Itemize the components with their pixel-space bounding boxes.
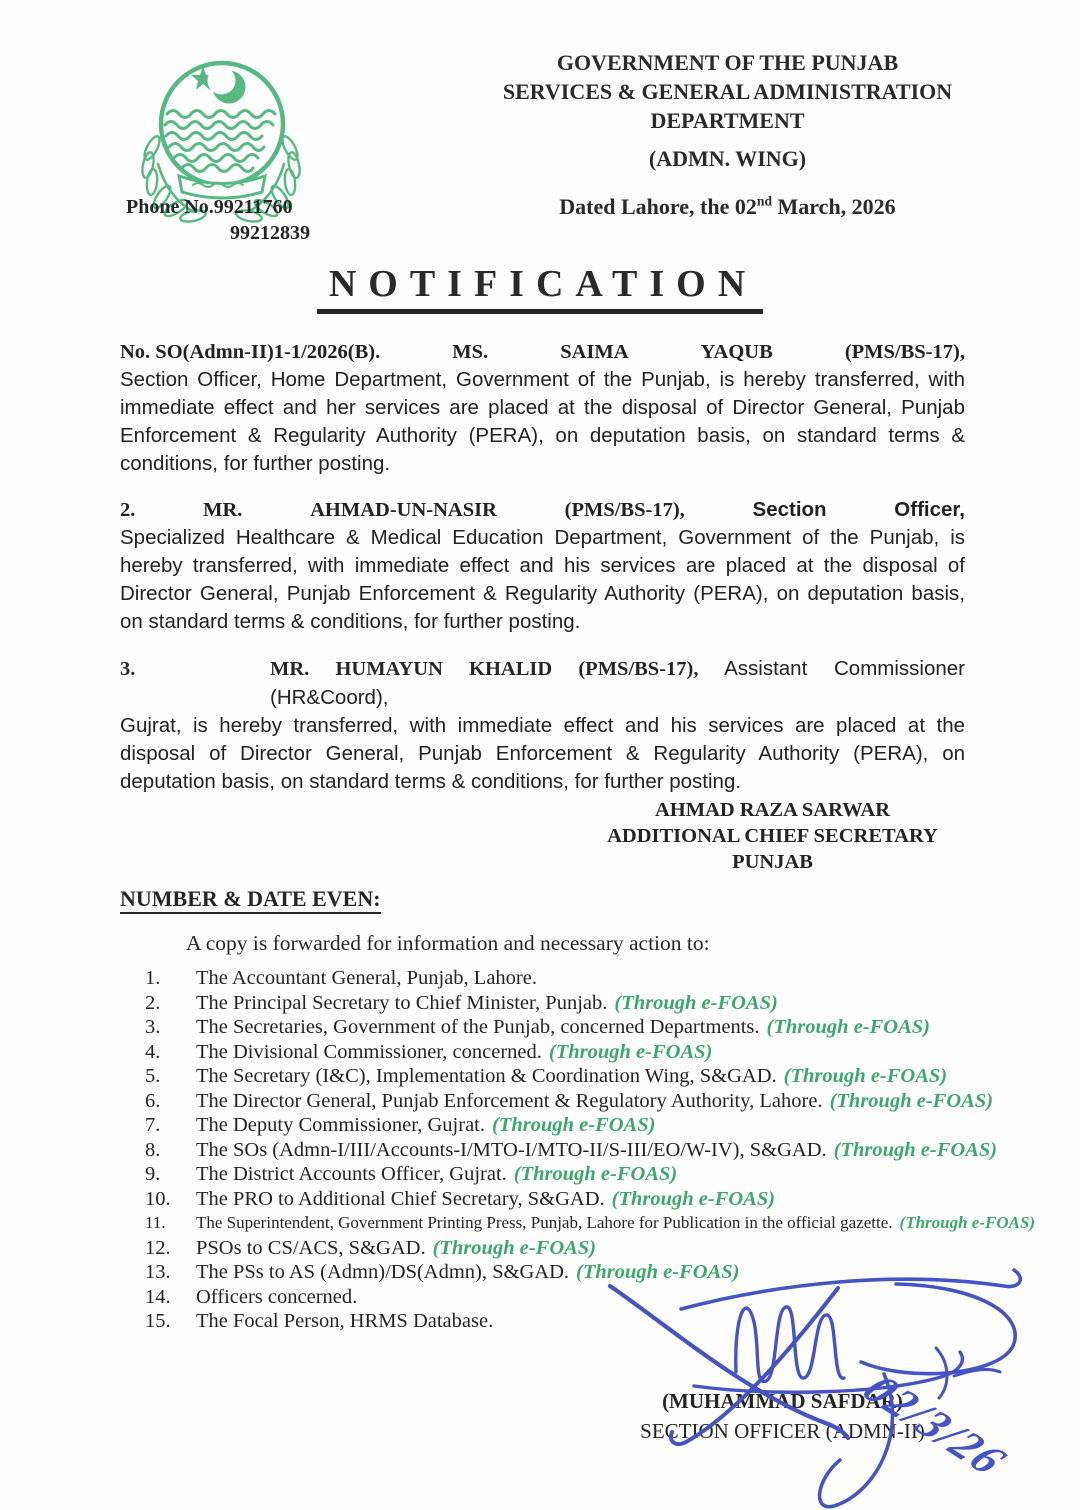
efoas-note: (Through e-FOAS) xyxy=(899,1213,1036,1232)
phone-number-secondary: 99212839 xyxy=(230,222,310,244)
paragraph-3-body: Gujrat, is hereby transferred, with immediate effect and his services are placed at the disposal of Director General, Punjab Enforcement & Regularity Authority (PERA), on deputation basis, on standard terms & conditions, for further posting. xyxy=(120,714,965,793)
org-name-line1: GOVERNMENT OF THE PUNJAB xyxy=(556,50,899,75)
efoas-note: (Through e-FOAS) xyxy=(829,1089,994,1112)
paragraph-1-body: Section Officer, Home Department, Government of the Punjab, is hereby transferred, with immediate effect and her services are placed at the disposal of Director General, Punjab Enforcement & Regularity Authority (PERA), on deputation basis, on standard terms & conditions, for further posting. xyxy=(120,368,965,475)
efoas-note: (Through e-FOAS) xyxy=(614,991,778,1014)
efoas-note: (Through e-FOAS) xyxy=(611,1187,776,1210)
letterhead xyxy=(455,48,1000,221)
page-title: NOTIFICATION xyxy=(317,262,763,314)
date-suffix: March, 2026 xyxy=(772,194,896,219)
officer-post: Assistant Commissioner (HR&Coord), xyxy=(270,657,965,709)
signatory-org: PUNJAB xyxy=(732,851,813,873)
efoas-note: (Through e-FOAS) xyxy=(576,1261,740,1283)
signatory-designation: ADDITIONAL CHIEF SECRETARY xyxy=(607,825,938,847)
signatory-block xyxy=(555,797,990,875)
number-date-even-heading: NUMBER & DATE EVEN: xyxy=(120,886,381,912)
list-item: 3. The Secretaries, Government of the Punjab, concerned Departments. (Through e-FOAS) xyxy=(145,1016,931,1038)
officer-salutation: MS. xyxy=(452,341,489,363)
list-item: 7. The Deputy Commissioner, Gujrat. (Through e-FOAS) xyxy=(145,1114,656,1136)
forwarding-line: A copy is forwarded for information and necessary action to: xyxy=(186,931,710,955)
handwritten-date: 02/3/26 xyxy=(851,1366,1019,1484)
paragraph-3-lead xyxy=(120,654,965,712)
efoas-note: (Through e-FOAS) xyxy=(432,1236,597,1259)
list-item: 12. PSOs to CS/ACS, S&GAD. (Through e-FOAS) xyxy=(145,1236,597,1259)
phone-block xyxy=(126,194,312,246)
reference-number: No. SO(Admn-II)1-1/2026(B). xyxy=(120,341,381,363)
paragraph-3-lead-text xyxy=(270,654,965,712)
paragraph-number: 3. xyxy=(120,658,136,680)
officer-grade: (PMS/BS-17), xyxy=(844,341,965,363)
org-name-line3: DEPARTMENT xyxy=(650,108,805,133)
efoas-note: (Through e-FOAS) xyxy=(513,1163,678,1185)
officer-name: AHMAD-UN-NASIR xyxy=(310,499,497,521)
org-name-line2: SERVICES & GENERAL ADMINISTRATION xyxy=(502,79,953,104)
efoas-note: (Through e-FOAS) xyxy=(783,1065,948,1087)
paragraph-2-body: Specialized Healthcare & Medical Education Department, Government of the Punjab, is hereby transferred, with immediate effect and his services are placed at the disposal of Director General, Punjab Enforcement & Regularity Authority (PERA), on deputation basis, on standard terms & conditions, for further posting. xyxy=(120,526,965,633)
list-item: 15. The Focal Person, HRMS Database. xyxy=(145,1310,494,1332)
paragraph-3 xyxy=(120,654,965,796)
signatory-name: AHMAD RAZA SARWAR xyxy=(654,799,891,821)
efoas-note: (Through e-FOAS) xyxy=(833,1138,998,1161)
list-item: 14. Officers concerned. xyxy=(145,1285,358,1308)
wing-label: (ADMN. WING) xyxy=(648,146,807,171)
officer-post-word2: Officer, xyxy=(894,498,965,521)
signature-block xyxy=(600,1386,965,1446)
list-item: 6. The Director General, Punjab Enforcement & Regulatory Authority, Lahore. (Through e-FOAS) xyxy=(145,1089,994,1112)
paragraph-2 xyxy=(120,496,965,636)
efoas-note: (Through e-FOAS) xyxy=(548,1040,713,1063)
paragraph-1-lead xyxy=(120,338,965,366)
paragraph-number: 2. xyxy=(120,499,136,521)
efoas-note: (Through e-FOAS) xyxy=(766,1016,931,1038)
signer-designation: SECTION OFFICER (ADMN-II) xyxy=(640,1419,925,1443)
distribution-list xyxy=(120,966,1036,1334)
list-item: 11. The Superintendent, Government Printing Press, Punjab, Lahore for Publication in the official gazette. (Through e-FOAS) xyxy=(120,1211,1010,1236)
list-item: 9. The District Accounts Officer, Gujrat. (Through e-FOAS) xyxy=(145,1163,678,1185)
paragraph-2-lead xyxy=(120,496,965,524)
officer-name: MR. HUMAYUN KHALID (PMS/BS-17), xyxy=(270,658,699,680)
officer-last-name: YAQUB xyxy=(700,341,773,363)
date-prefix: Dated Lahore, the 02 xyxy=(559,194,757,219)
officer-first-name: SAIMA xyxy=(560,341,629,363)
efoas-note: (Through e-FOAS) xyxy=(491,1114,656,1136)
list-item: 1. The Accountant General, Punjab, Lahore. xyxy=(145,967,537,989)
date-ordinal: nd xyxy=(756,193,773,209)
phone-number-primary: Phone No.99211760 xyxy=(126,196,293,218)
officer-post-word1: Section xyxy=(752,498,827,521)
paragraph-1 xyxy=(120,338,965,478)
list-item: 5. The Secretary (I&C), Implementation & Coordination Wing, S&GAD. (Through e-FOAS) xyxy=(145,1065,948,1087)
officer-salutation: MR. xyxy=(203,499,243,521)
list-item: 8. The SOs (Admn-I/III/Accounts-I/MTO-I/MTO-II/S-III/EO/W-IV), S&GAD. (Through e-FOAS) xyxy=(145,1138,998,1161)
officer-grade: (PMS/BS-17), xyxy=(564,499,685,521)
list-item: 13. The PSs to AS (Admn)/DS(Admn), S&GAD. (Through e-FOAS) xyxy=(145,1261,740,1283)
list-item: 2. The Principal Secretary to Chief Minister, Punjab. (Through e-FOAS) xyxy=(145,991,778,1014)
list-item: 10. The PRO to Additional Chief Secretary, S&GAD. (Through e-FOAS) xyxy=(145,1187,776,1210)
list-item: 4. The Divisional Commissioner, concerned. (Through e-FOAS) xyxy=(145,1040,713,1063)
signer-name: (MUHAMMAD SAFDAR) xyxy=(662,1389,903,1413)
date-line xyxy=(455,192,1000,221)
